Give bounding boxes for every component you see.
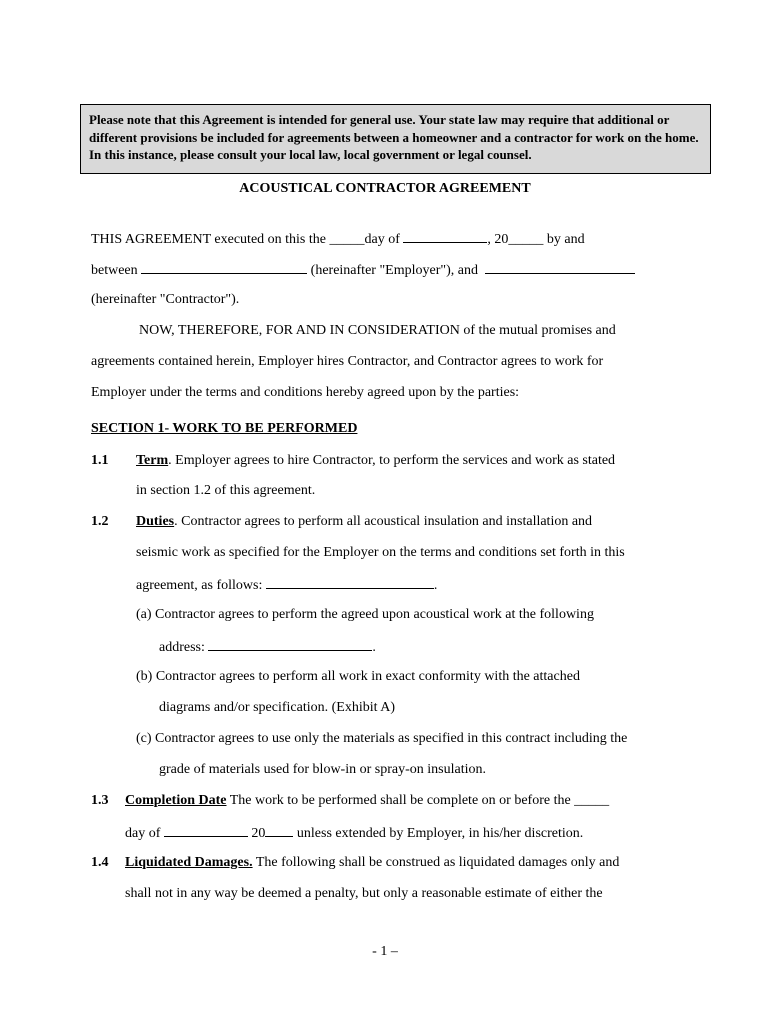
employer-name-blank[interactable] (141, 261, 307, 274)
intro-line-2-b: (hereinafter "Employer"), and (307, 263, 478, 278)
section-1-2-line-1 (136, 514, 592, 530)
section-1-4-line-1 (125, 855, 619, 871)
section-1-3-line-2 (125, 824, 583, 842)
month-blank[interactable] (403, 230, 487, 243)
section-1-2-number: 1.2 (91, 514, 109, 529)
section-1-2-line-3-text: agreement, as follows: (136, 578, 266, 593)
intro-line-1-b: , 20_____ by and (487, 232, 585, 247)
section-1-2-title: Duties (136, 514, 175, 529)
section-1-heading: SECTION 1- WORK TO BE PERFORMED (91, 421, 358, 436)
item-a-line-1: (a) Contractor agrees to perform the agreed upon acoustical work at the following (136, 607, 594, 622)
section-1-3-line-2-a: day of (125, 826, 164, 841)
intro-line-3: (hereinafter "Contractor"). (91, 292, 240, 307)
consideration-line-2: agreements contained herein, Employer hires Contractor, and Contractor agrees to work for (91, 354, 604, 369)
section-1-1-line-2: in section 1.2 of this agreement. (136, 483, 316, 498)
section-1-4-text: The following shall be construed as liquidated damages only and (252, 855, 620, 870)
intro-line-2-a: between (91, 263, 142, 278)
section-1-4-number: 1.4 (91, 855, 109, 870)
section-1-2-line-2: seismic work as specified for the Employer on the terms and conditions set forth in this (136, 545, 625, 560)
completion-month-blank[interactable] (164, 824, 248, 837)
page-number: - 1 – (372, 944, 398, 959)
contractor-name-blank[interactable] (485, 261, 635, 274)
section-1-4-line-2: shall not in any way be deemed a penalty, but only a reasonable estimate of either the (125, 886, 603, 901)
section-1-1-title: Term (136, 453, 169, 468)
consideration-line-3: Employer under the terms and conditions hereby agreed upon by the parties: (91, 385, 520, 400)
item-c-line-1: (c) Contractor agrees to use only the materials as specified in this contract including the (136, 731, 628, 746)
completion-year-blank[interactable] (265, 824, 293, 837)
item-c-line-2: grade of materials used for blow-in or spray-on insulation. (159, 762, 486, 777)
intro-line-1 (91, 230, 585, 248)
work-description-blank[interactable] (266, 576, 434, 589)
item-a-line-2-text: address: (159, 640, 209, 655)
section-1-3-line-1 (125, 793, 609, 809)
document-title: ACOUSTICAL CONTRACTOR AGREEMENT (239, 181, 531, 196)
section-1-1-line-1 (136, 453, 615, 469)
item-a-line-2: address: . (159, 640, 376, 655)
section-1-1-number: 1.1 (91, 453, 109, 468)
section-1-3-line-2-c: unless extended by Employer, in his/her discretion. (293, 826, 584, 841)
intro-line-2 (91, 261, 635, 279)
general-use-notice: Please note that this Agreement is intended for general use. Your state law may require that additional or different provisions be included for agreements between a homeowner and a contractor for work on the home. In this instance, please consult your local law, local government or legal counsel. (80, 104, 711, 174)
consideration-line-1: NOW, THEREFORE, FOR AND IN CONSIDERATION of the mutual promises and (139, 323, 616, 338)
section-1-3-number: 1.3 (91, 793, 109, 808)
item-b-line-2: diagrams and/or specification. (Exhibit A) (159, 700, 395, 715)
address-blank[interactable] (208, 638, 372, 651)
section-1-1-text: . Employer agrees to hire Contractor, to perform the services and work as stated (168, 453, 616, 468)
section-1-4-title: Liquidated Damages. (125, 855, 253, 870)
section-1-3-line-2-b: 20 (247, 826, 266, 841)
section-1-3-text: The work to be performed shall be complete on or before the _____ (226, 793, 610, 808)
section-1-2-text: . Contractor agrees to perform all acoustical insulation and installation and (174, 514, 593, 529)
section-1-2-line-3: agreement, as follows: . (136, 578, 438, 593)
section-1-3-title: Completion Date (125, 793, 227, 808)
intro-line-1-a: THIS AGREEMENT executed on this the _____day of (91, 232, 404, 247)
item-b-line-1: (b) Contractor agrees to perform all work in exact conformity with the attached (136, 669, 580, 684)
